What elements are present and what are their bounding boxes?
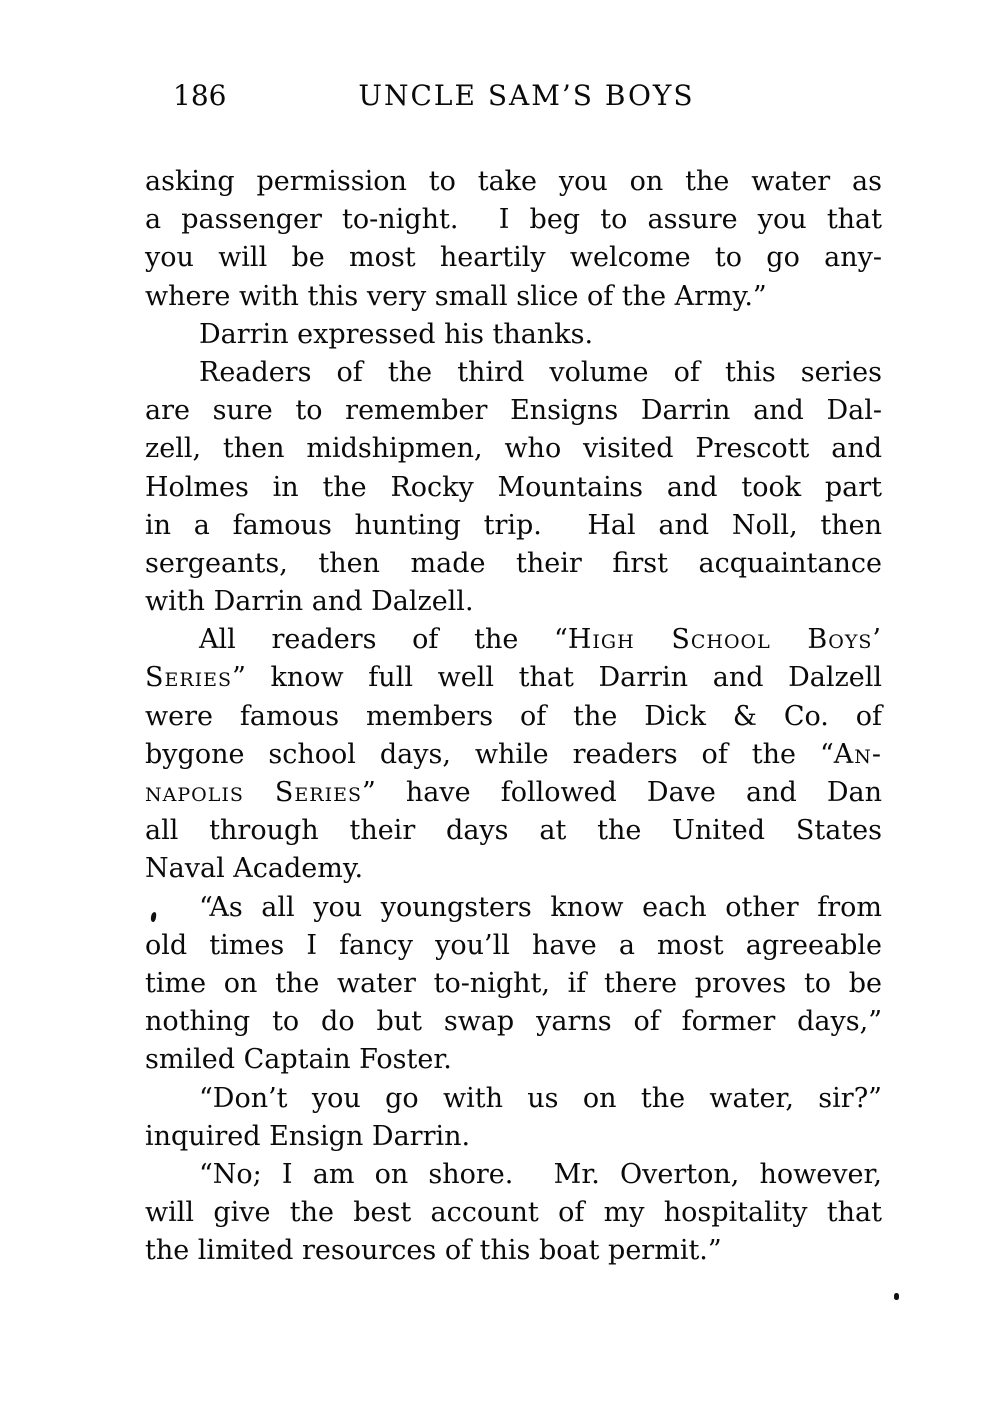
text-line bbox=[145, 1194, 882, 1232]
text-segment: All readers of the “ bbox=[199, 624, 568, 656]
text-segment: in a famous hunting trip. Hal and Noll, then bbox=[145, 509, 882, 541]
text-line bbox=[145, 1156, 882, 1194]
body-text bbox=[145, 163, 882, 1270]
text-line bbox=[145, 278, 882, 316]
text-line bbox=[145, 392, 882, 430]
text-segment: “No; I am on shore. Mr. Overton, however, bbox=[199, 1158, 882, 1190]
text-segment: “As all you youngsters know each other from bbox=[199, 891, 882, 923]
text-line bbox=[145, 354, 882, 392]
text-segment: with Darrin and Dalzell. bbox=[145, 586, 474, 618]
text-line bbox=[145, 659, 882, 697]
text-line bbox=[145, 1041, 882, 1079]
text-segment: were famous members of the Dick & Co. of bbox=[145, 700, 882, 732]
text-line bbox=[145, 545, 882, 583]
series-title-smallcaps: An- bbox=[833, 738, 882, 770]
text-segment: old times I fancy you’ll have a most agreeable bbox=[145, 929, 882, 961]
text-line bbox=[145, 1118, 882, 1156]
page-header bbox=[145, 80, 882, 114]
text-line bbox=[145, 583, 882, 621]
text-line bbox=[145, 774, 882, 812]
page-number: 186 bbox=[173, 79, 227, 112]
text-segment: you will be most heartily welcome to go any- bbox=[145, 242, 882, 274]
text-segment: time on the water to-night, if there proves to be bbox=[145, 967, 882, 999]
text-line bbox=[145, 316, 882, 354]
text-line bbox=[145, 1080, 882, 1118]
text-segment: smiled Captain Foster. bbox=[145, 1044, 452, 1076]
text-segment: a passenger to-night. I beg to assure you that bbox=[145, 204, 882, 236]
text-segment: “Don’t you go with us on the water, sir?” bbox=[199, 1082, 882, 1114]
text-line bbox=[145, 698, 882, 736]
text-line bbox=[145, 469, 882, 507]
text-segment: where with this very small slice of the Army.” bbox=[145, 280, 767, 312]
series-title-smallcaps: Series bbox=[145, 662, 233, 694]
text-segment: will give the best account of my hospitality that bbox=[145, 1197, 882, 1229]
text-segment: sergeants, then made their first acquaintance bbox=[145, 547, 882, 579]
running-title: UNCLE SAM’S BOYS bbox=[358, 79, 695, 112]
ink-speck-corner bbox=[894, 1293, 899, 1300]
text-line bbox=[145, 736, 882, 774]
series-title-smallcaps: napolis Series bbox=[145, 777, 362, 808]
text-segment: Holmes in the Rocky Mountains and took part bbox=[145, 471, 882, 503]
text-line bbox=[145, 201, 882, 239]
text-segment: Naval Academy. bbox=[145, 853, 364, 885]
text-segment: zell, then midshipmen, who visited Prescott and bbox=[145, 433, 882, 465]
text-segment: are sure to remember Ensigns Darrin and Dal- bbox=[145, 395, 882, 427]
text-line bbox=[145, 927, 882, 965]
text-line bbox=[145, 812, 882, 850]
text-line bbox=[145, 1003, 882, 1041]
text-segment: asking permission to take you on the water as bbox=[145, 166, 882, 197]
text-line bbox=[145, 430, 882, 468]
text-line bbox=[145, 621, 882, 659]
text-line bbox=[145, 239, 882, 277]
text-line bbox=[145, 507, 882, 545]
series-title-smallcaps: High School Boys’ bbox=[567, 624, 882, 656]
text-segment: Darrin expressed his thanks. bbox=[199, 318, 594, 350]
text-segment: ” know full well that Darrin and Dalzell bbox=[232, 662, 882, 694]
text-segment: ” have followed Dave and Dan bbox=[362, 777, 882, 808]
text-segment: nothing to do but swap yarns of former days,” bbox=[145, 1006, 882, 1038]
text-line bbox=[145, 850, 882, 888]
text-segment: all through their days at the United States bbox=[145, 815, 882, 847]
text-line bbox=[145, 889, 882, 927]
text-segment: the limited resources of this boat permit.” bbox=[145, 1235, 722, 1267]
text-segment: Readers of the third volume of this series bbox=[199, 356, 882, 388]
text-line bbox=[145, 965, 882, 1003]
text-line bbox=[145, 163, 882, 201]
text-line bbox=[145, 1232, 882, 1270]
text-segment: inquired Ensign Darrin. bbox=[145, 1120, 471, 1152]
text-segment: bygone school days, while readers of the “ bbox=[145, 738, 834, 770]
